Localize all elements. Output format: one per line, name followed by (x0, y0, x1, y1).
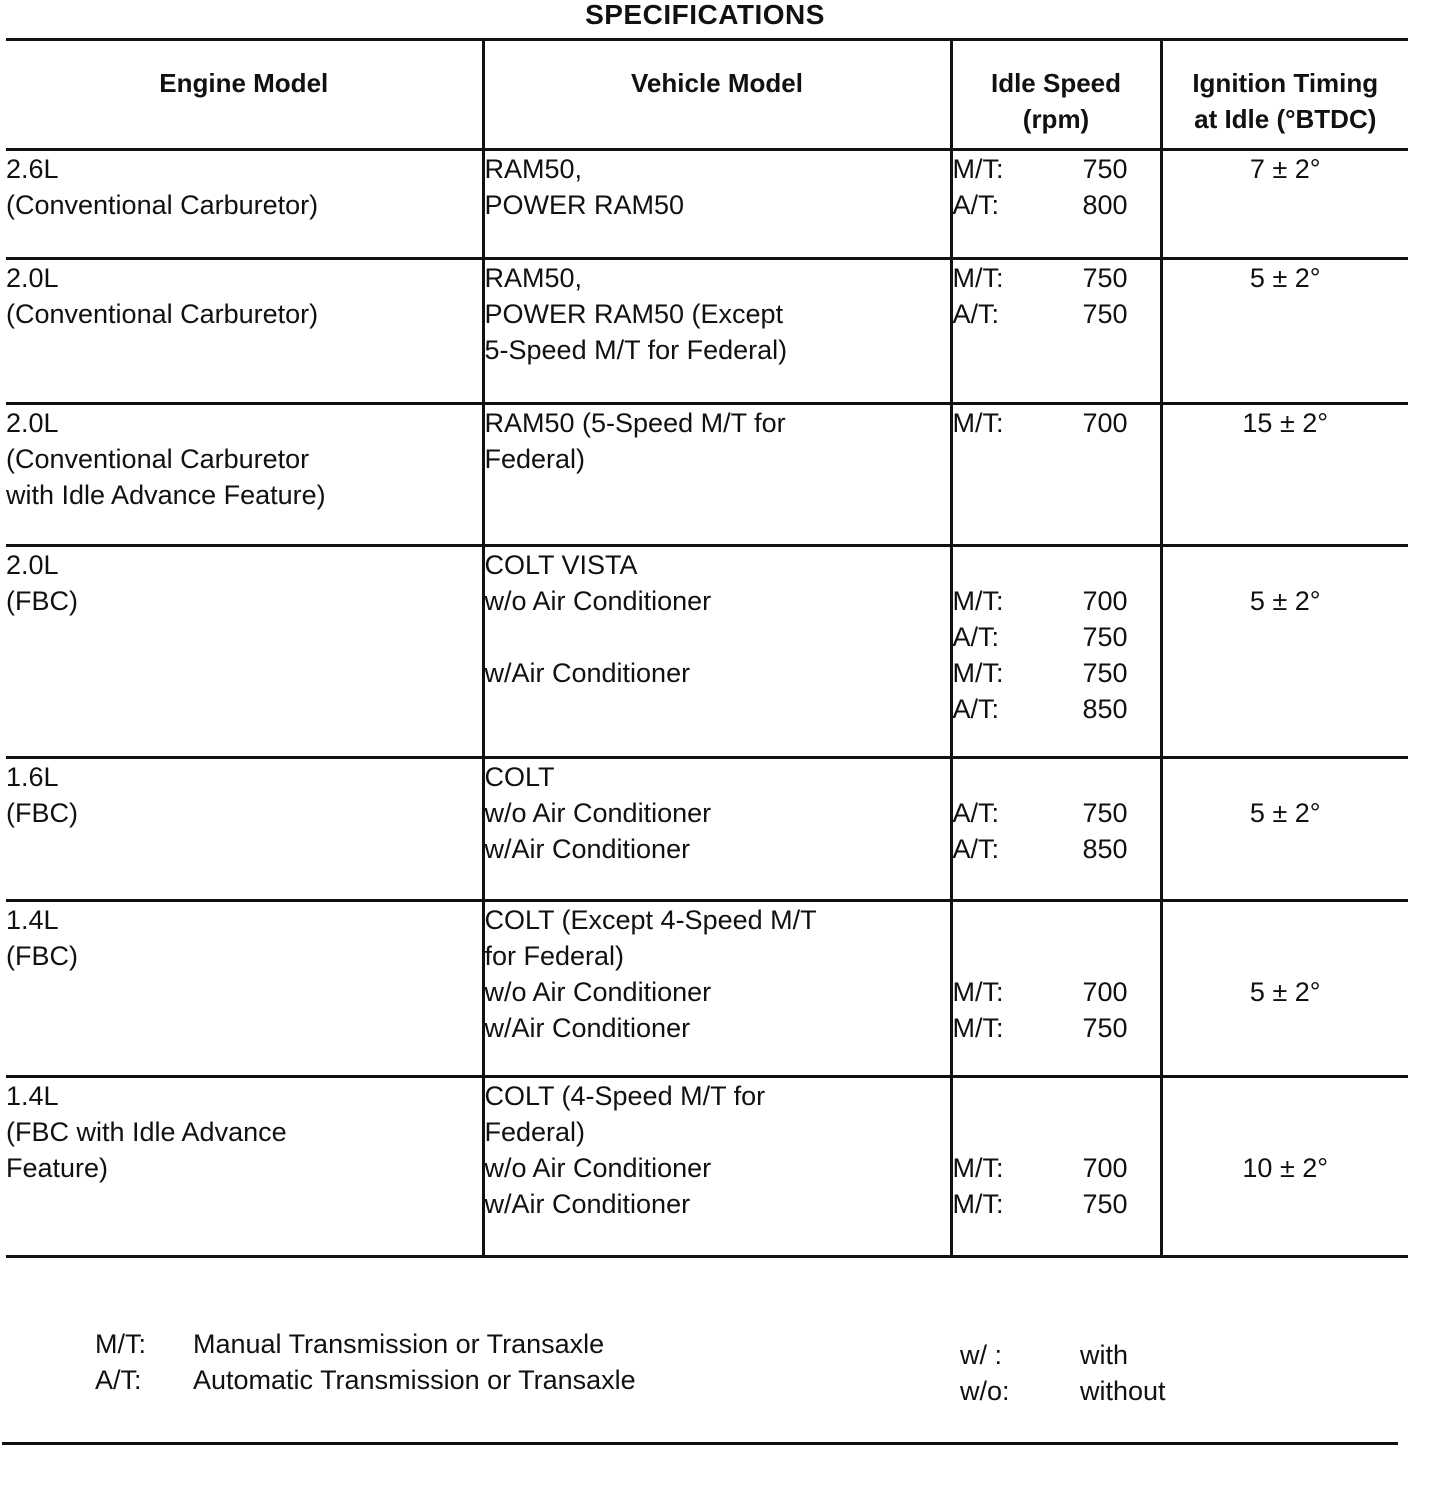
engine-model-line: 1.4L (6, 905, 59, 935)
engine-model-line: (FBC) (6, 586, 78, 616)
spec-row (6, 1077, 1408, 1257)
engine-model-line: (FBC) (6, 941, 78, 971)
rpm-value: 750 (1082, 154, 1128, 184)
vehicle-model-cell (483, 758, 951, 901)
ignition-timing-value: 10 ± 2° (1242, 1153, 1329, 1183)
vehicle-model-line: w/o Air Conditioner (484, 1153, 712, 1183)
engine-model-line: (Conventional Carburetor (6, 444, 310, 474)
rpm-value: 700 (1082, 586, 1128, 616)
idle-speed-entry (953, 187, 1128, 223)
idle-speed-entry (953, 691, 1128, 727)
ignition-timing-cell (1161, 150, 1408, 259)
vehicle-model-line: POWER RAM50 (Except (484, 299, 784, 329)
engine-model-cell (6, 1077, 483, 1257)
engine-model-cell (6, 404, 483, 546)
vehicle-model-line: w/Air Conditioner (484, 834, 691, 864)
spacer (1163, 902, 1409, 938)
legend-item: w/ : with (960, 1340, 1129, 1370)
vehicle-model-line: COLT (484, 762, 555, 792)
spec-row (6, 758, 1408, 901)
spacer (953, 1114, 1160, 1150)
legend-item: M/T: Manual Transmission or Transaxle (95, 1329, 605, 1359)
transmission-type: M/T: (952, 154, 1004, 184)
transmission-type: A/T: (952, 798, 1000, 828)
vehicle-model-line: w/o Air Conditioner (484, 798, 712, 828)
vehicle-model-line: for Federal) (484, 941, 625, 971)
transmission-type: M/T: (952, 263, 1004, 293)
spacer (1163, 938, 1409, 974)
vehicle-model-line: POWER RAM50 (484, 190, 685, 220)
rpm-value: 700 (1082, 408, 1128, 438)
spacer (1163, 1078, 1409, 1114)
idle-speed-cell (951, 546, 1161, 758)
engine-model-line: 2.0L (6, 550, 59, 580)
rpm-value: 850 (1082, 694, 1128, 724)
idle-speed-entry (953, 405, 1128, 441)
ignition-timing-value: 5 ± 2° (1249, 798, 1321, 828)
engine-model-cell (6, 758, 483, 901)
vehicle-model-line: w/Air Conditioner (484, 1013, 691, 1043)
legend-abbreviations-with (960, 1337, 1166, 1409)
vehicle-model-line: w/o Air Conditioner (484, 977, 712, 1007)
header-idle-speed: Idle Speed (rpm) (951, 40, 1161, 150)
idle-speed-entry (953, 260, 1128, 296)
engine-model-cell (6, 150, 483, 259)
spacer (953, 759, 1160, 795)
page-title: SPECIFICATIONS (585, 0, 825, 30)
header-ignition-timing: Ignition Timing at Idle (°BTDC) (1161, 40, 1408, 150)
spacer (953, 938, 1160, 974)
ignition-timing-cell (1161, 546, 1408, 758)
spacer (1163, 547, 1409, 583)
vehicle-model-line: RAM50, (484, 263, 583, 293)
idle-speed-entry (953, 619, 1128, 655)
vehicle-model-line: Federal) (484, 1117, 586, 1147)
engine-model-line: 2.0L (6, 408, 59, 438)
spacer (1163, 759, 1409, 795)
ignition-timing-value: 15 ± 2° (1242, 408, 1329, 438)
idle-speed-entry (953, 1010, 1128, 1046)
bottom-rule (2, 1442, 1398, 1445)
rpm-value: 750 (1082, 263, 1128, 293)
idle-speed-cell (951, 758, 1161, 901)
vehicle-model-cell (483, 901, 951, 1077)
engine-model-cell (6, 259, 483, 404)
rpm-value: 800 (1082, 190, 1128, 220)
spacer (1163, 1114, 1409, 1150)
transmission-type: M/T: (952, 1189, 1004, 1219)
transmission-type: A/T: (952, 622, 1000, 652)
vehicle-model-line: COLT (4-Speed M/T for (484, 1081, 766, 1111)
spec-row (6, 546, 1408, 758)
engine-model-line: (Conventional Carburetor) (6, 190, 319, 220)
engine-model-line: Feature) (6, 1153, 109, 1183)
idle-speed-entry (953, 655, 1128, 691)
transmission-type: A/T: (952, 694, 1000, 724)
vehicle-model-cell (483, 150, 951, 259)
rpm-value: 750 (1082, 798, 1128, 828)
idle-speed-entry (953, 296, 1128, 332)
rpm-value: 750 (1082, 1013, 1128, 1043)
rpm-value: 850 (1082, 834, 1128, 864)
legend-item: A/T: Automatic Transmission or Transaxle (95, 1365, 636, 1395)
transmission-type: A/T: (952, 190, 1000, 220)
transmission-type: M/T: (952, 658, 1004, 688)
transmission-type: M/T: (952, 977, 1004, 1007)
rpm-value: 750 (1082, 658, 1128, 688)
specifications-table (6, 38, 1408, 1258)
ignition-timing-value: 5 ± 2° (1249, 977, 1321, 1007)
idle-speed-entry (953, 1150, 1128, 1186)
rpm-value: 750 (1082, 1189, 1128, 1219)
transmission-type: M/T: (952, 408, 1004, 438)
ignition-timing-cell (1161, 404, 1408, 546)
idle-speed-cell (951, 404, 1161, 546)
spacer (953, 547, 1160, 583)
engine-model-line: (Conventional Carburetor) (6, 299, 319, 329)
vehicle-model-line: w/Air Conditioner (484, 1189, 691, 1219)
ignition-timing-value: 5 ± 2° (1249, 586, 1321, 616)
spacer (953, 1078, 1160, 1114)
engine-model-line: with Idle Advance Feature) (6, 480, 326, 510)
vehicle-model-line: w/o Air Conditioner (484, 586, 712, 616)
spec-row (6, 404, 1408, 546)
transmission-type: M/T: (952, 1153, 1004, 1183)
ignition-timing-cell (1161, 259, 1408, 404)
ignition-timing-cell (1161, 758, 1408, 901)
rpm-value: 750 (1082, 622, 1128, 652)
transmission-type: A/T: (952, 834, 1000, 864)
spec-row (6, 259, 1408, 404)
idle-speed-cell (951, 150, 1161, 259)
spacer (953, 902, 1160, 938)
engine-model-line: (FBC with Idle Advance (6, 1117, 287, 1147)
rpm-value: 700 (1082, 1153, 1128, 1183)
ignition-timing-cell (1161, 901, 1408, 1077)
vehicle-model-cell (483, 404, 951, 546)
header-engine-model: Engine Model (6, 40, 483, 150)
header-row (6, 40, 1408, 150)
transmission-type: M/T: (952, 1013, 1004, 1043)
vehicle-model-cell (483, 1077, 951, 1257)
transmission-type: M/T: (952, 586, 1004, 616)
vehicle-model-line: RAM50 (5-Speed M/T for (484, 408, 786, 438)
idle-speed-cell (951, 901, 1161, 1077)
idle-speed-entry (953, 974, 1128, 1010)
engine-model-cell (6, 901, 483, 1077)
rpm-value: 750 (1082, 299, 1128, 329)
legend-abbreviations-transmission (95, 1326, 636, 1398)
legend-item: w/o: without (960, 1376, 1166, 1406)
ignition-timing-value: 5 ± 2° (1249, 263, 1321, 293)
ignition-timing-cell (1161, 1077, 1408, 1257)
vehicle-model-line: 5-Speed M/T for Federal) (484, 335, 788, 365)
vehicle-model-line: w/Air Conditioner (484, 658, 691, 688)
idle-speed-entry (953, 151, 1128, 187)
ignition-timing-value: 7 ± 2° (1249, 154, 1321, 184)
vehicle-model-line: COLT (Except 4-Speed M/T (484, 905, 817, 935)
vehicle-model-cell (483, 259, 951, 404)
idle-speed-cell (951, 1077, 1161, 1257)
engine-model-line: 2.0L (6, 263, 59, 293)
engine-model-line: (FBC) (6, 798, 78, 828)
idle-speed-entry (953, 1186, 1128, 1222)
vehicle-model-cell (483, 546, 951, 758)
engine-model-line: 2.6L (6, 154, 59, 184)
rpm-value: 700 (1082, 977, 1128, 1007)
engine-model-line: 1.4L (6, 1081, 59, 1111)
idle-speed-entry (953, 583, 1128, 619)
spec-row (6, 901, 1408, 1077)
idle-speed-entry (953, 795, 1128, 831)
vehicle-model-line (485, 619, 950, 655)
engine-model-line: 1.6L (6, 762, 59, 792)
transmission-type: A/T: (952, 299, 1000, 329)
idle-speed-entry (953, 831, 1128, 867)
vehicle-model-line: COLT VISTA (484, 550, 638, 580)
engine-model-cell (6, 546, 483, 758)
vehicle-model-line: Federal) (484, 444, 586, 474)
vehicle-model-line: RAM50, (484, 154, 583, 184)
spec-row (6, 150, 1408, 259)
header-vehicle-model: Vehicle Model (483, 40, 951, 150)
idle-speed-cell (951, 259, 1161, 404)
